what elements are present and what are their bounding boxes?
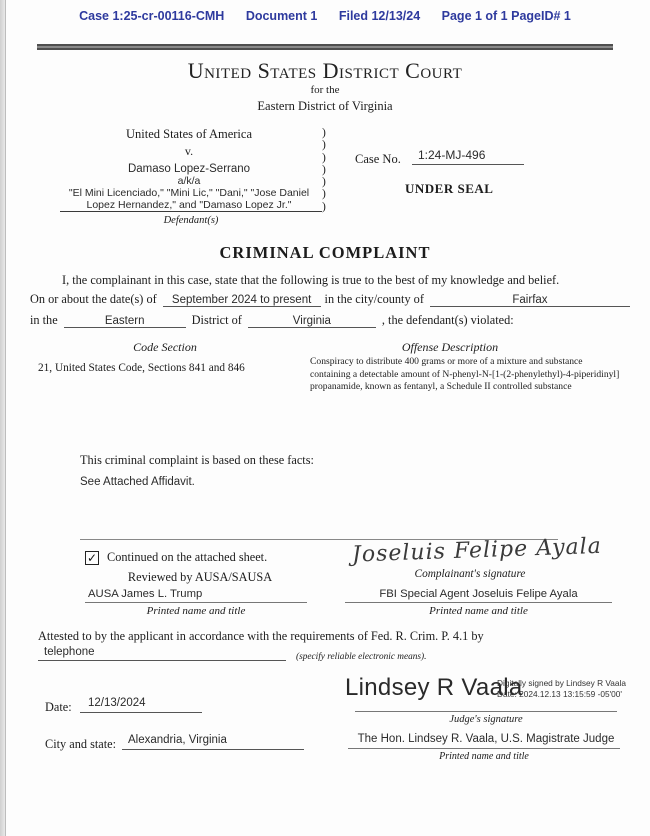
district-field: Eastern	[64, 315, 186, 328]
judge-digital-signature: Lindsey R Vaala	[345, 674, 523, 701]
offense-line-2: containing a detectable amount of N-phenyl-N-[1-(2-phenylethyl)-4-piperidinyl]	[310, 368, 620, 380]
violated-label: , the defendant(s) violated:	[381, 313, 514, 327]
judge-printed-label: Printed name and title	[439, 751, 529, 762]
complainant-printed-label: Printed name and title	[429, 605, 528, 617]
dates-field: September 2024 to present	[163, 294, 321, 307]
digital-signature-date: Date: 2024.12.13 13:15:59 -05'00'	[497, 688, 622, 699]
document-number-stamp: Document 1	[245, 9, 318, 23]
aliases-line-1: "El Mini Licenciado," "Mini Lic," "Dani," "Jose Daniel	[68, 187, 310, 199]
ausa-printed-label: Printed name and title	[146, 605, 246, 617]
aka-label: a/k/a	[177, 175, 201, 187]
paren: )	[322, 200, 326, 213]
top-rule-bar	[37, 44, 613, 50]
district-text: Eastern District of Virginia	[257, 99, 393, 113]
aliases-line-2: Lopez Hernandez," and "Damaso Lopez Jr."	[86, 199, 292, 211]
code-section-value: 21, United States Code, Sections 841 and 846	[38, 362, 245, 374]
city-state-label: City and state:	[45, 737, 117, 751]
court-title: United States District Court	[187, 58, 463, 83]
plaintiff-name: United States of America	[125, 127, 252, 141]
city-state-field: Alexandria, Virginia	[128, 734, 227, 746]
date-underline	[80, 712, 202, 713]
attested-text: Attested to by the applicant in accordance with the requirements of Fed. R. Crim. P. 4.1 by	[38, 629, 484, 643]
offense-line-3: propanamide, known as fentanyl, a Schedule II controlled substance	[310, 381, 572, 392]
reviewed-by-label: Reviewed by AUSA/SAUSA	[127, 570, 273, 584]
under-seal-label: UNDER SEAL	[405, 181, 494, 196]
facts-value: See Attached Affidavit.	[80, 476, 195, 488]
date-label: Date:	[45, 700, 72, 714]
offense-description-heading: Offense Description	[401, 340, 499, 354]
continued-label: Continued on the attached sheet.	[107, 550, 268, 564]
district-of-label: District of	[191, 313, 242, 327]
city-county-field: Fairfax	[430, 294, 630, 307]
complaint-intro: I, the complainant in this case, state that the following is true to the best of my knowledge and belief.	[62, 273, 560, 287]
filed-date-stamp: Filed 12/13/24	[338, 9, 421, 23]
dates-label: On or about the date(s) of	[30, 292, 157, 306]
caption-parentheses	[322, 127, 326, 213]
versus-text: v.	[184, 144, 194, 158]
electronic-means-underline	[38, 660, 286, 661]
case-no-value: 1:24-MJ-496	[418, 148, 486, 162]
facts-label: This criminal complaint is based on these facts:	[80, 453, 314, 467]
offense-description-value	[310, 356, 630, 394]
complainant-signature-label: Complainant's signature	[414, 568, 526, 580]
case-number-stamp: Case 1:25-cr-00116-CMH	[79, 9, 225, 23]
page-id-stamp: Page 1 of 1 PageID# 1	[441, 9, 571, 23]
checkmark-icon: ✓	[86, 550, 98, 565]
judge-signature-label: Judge's signature	[449, 714, 523, 725]
digitally-signed-by-text: Digitally signed by Lindsey R Vaala	[497, 678, 626, 688]
complainant-signature-script: Joseluis Felipe Ayala	[351, 533, 603, 568]
digital-signature-details	[497, 678, 637, 699]
scan-edge-artifact	[0, 0, 6, 836]
defendant-name: Damaso Lopez-Serrano	[127, 163, 251, 175]
paren: )	[322, 139, 326, 152]
ausa-printed-name: AUSA James L. Trump	[88, 588, 203, 600]
electronic-means-label: (specify reliable electronic means).	[296, 652, 427, 662]
for-the-text: for the	[310, 84, 340, 96]
case-no-underline	[412, 164, 524, 165]
judge-signature-line	[355, 711, 617, 712]
ausa-signature-line	[85, 602, 307, 603]
paren: )	[322, 151, 326, 164]
complaint-title: CRIMINAL COMPLAINT	[219, 243, 431, 262]
electronic-means-field: telephone	[44, 646, 95, 658]
continued-row	[85, 550, 267, 565]
caption-parties	[55, 127, 323, 211]
defendant-underline	[60, 211, 322, 212]
offense-line-1: Conspiracy to distribute 400 grams or more of a mixture and substance	[310, 356, 583, 367]
district-row	[30, 313, 630, 328]
date-field: 12/13/2024	[88, 697, 146, 709]
judge-printed-name: The Hon. Lindsey R. Vaala, U.S. Magistrate Judge	[357, 733, 615, 745]
state-field: Virginia	[248, 315, 376, 328]
paren: )	[322, 127, 326, 139]
complainant-printed-name: FBI Special Agent Joseluis Felipe Ayala	[379, 588, 578, 600]
continued-checkbox	[85, 551, 99, 565]
defendants-label: Defendant(s)	[163, 215, 219, 226]
in-the-label: in the	[30, 313, 58, 327]
pacer-header	[0, 9, 650, 23]
paren: )	[322, 163, 326, 176]
dates-row	[30, 292, 630, 307]
code-section-heading: Code Section	[133, 340, 197, 354]
city-county-label: in the city/county of	[324, 292, 424, 306]
case-no-label: Case No.	[355, 152, 401, 166]
judge-printed-line	[348, 748, 620, 749]
paren: )	[322, 176, 326, 189]
city-state-underline	[122, 749, 304, 750]
paren: )	[322, 188, 326, 201]
complainant-signature-line	[345, 602, 612, 603]
